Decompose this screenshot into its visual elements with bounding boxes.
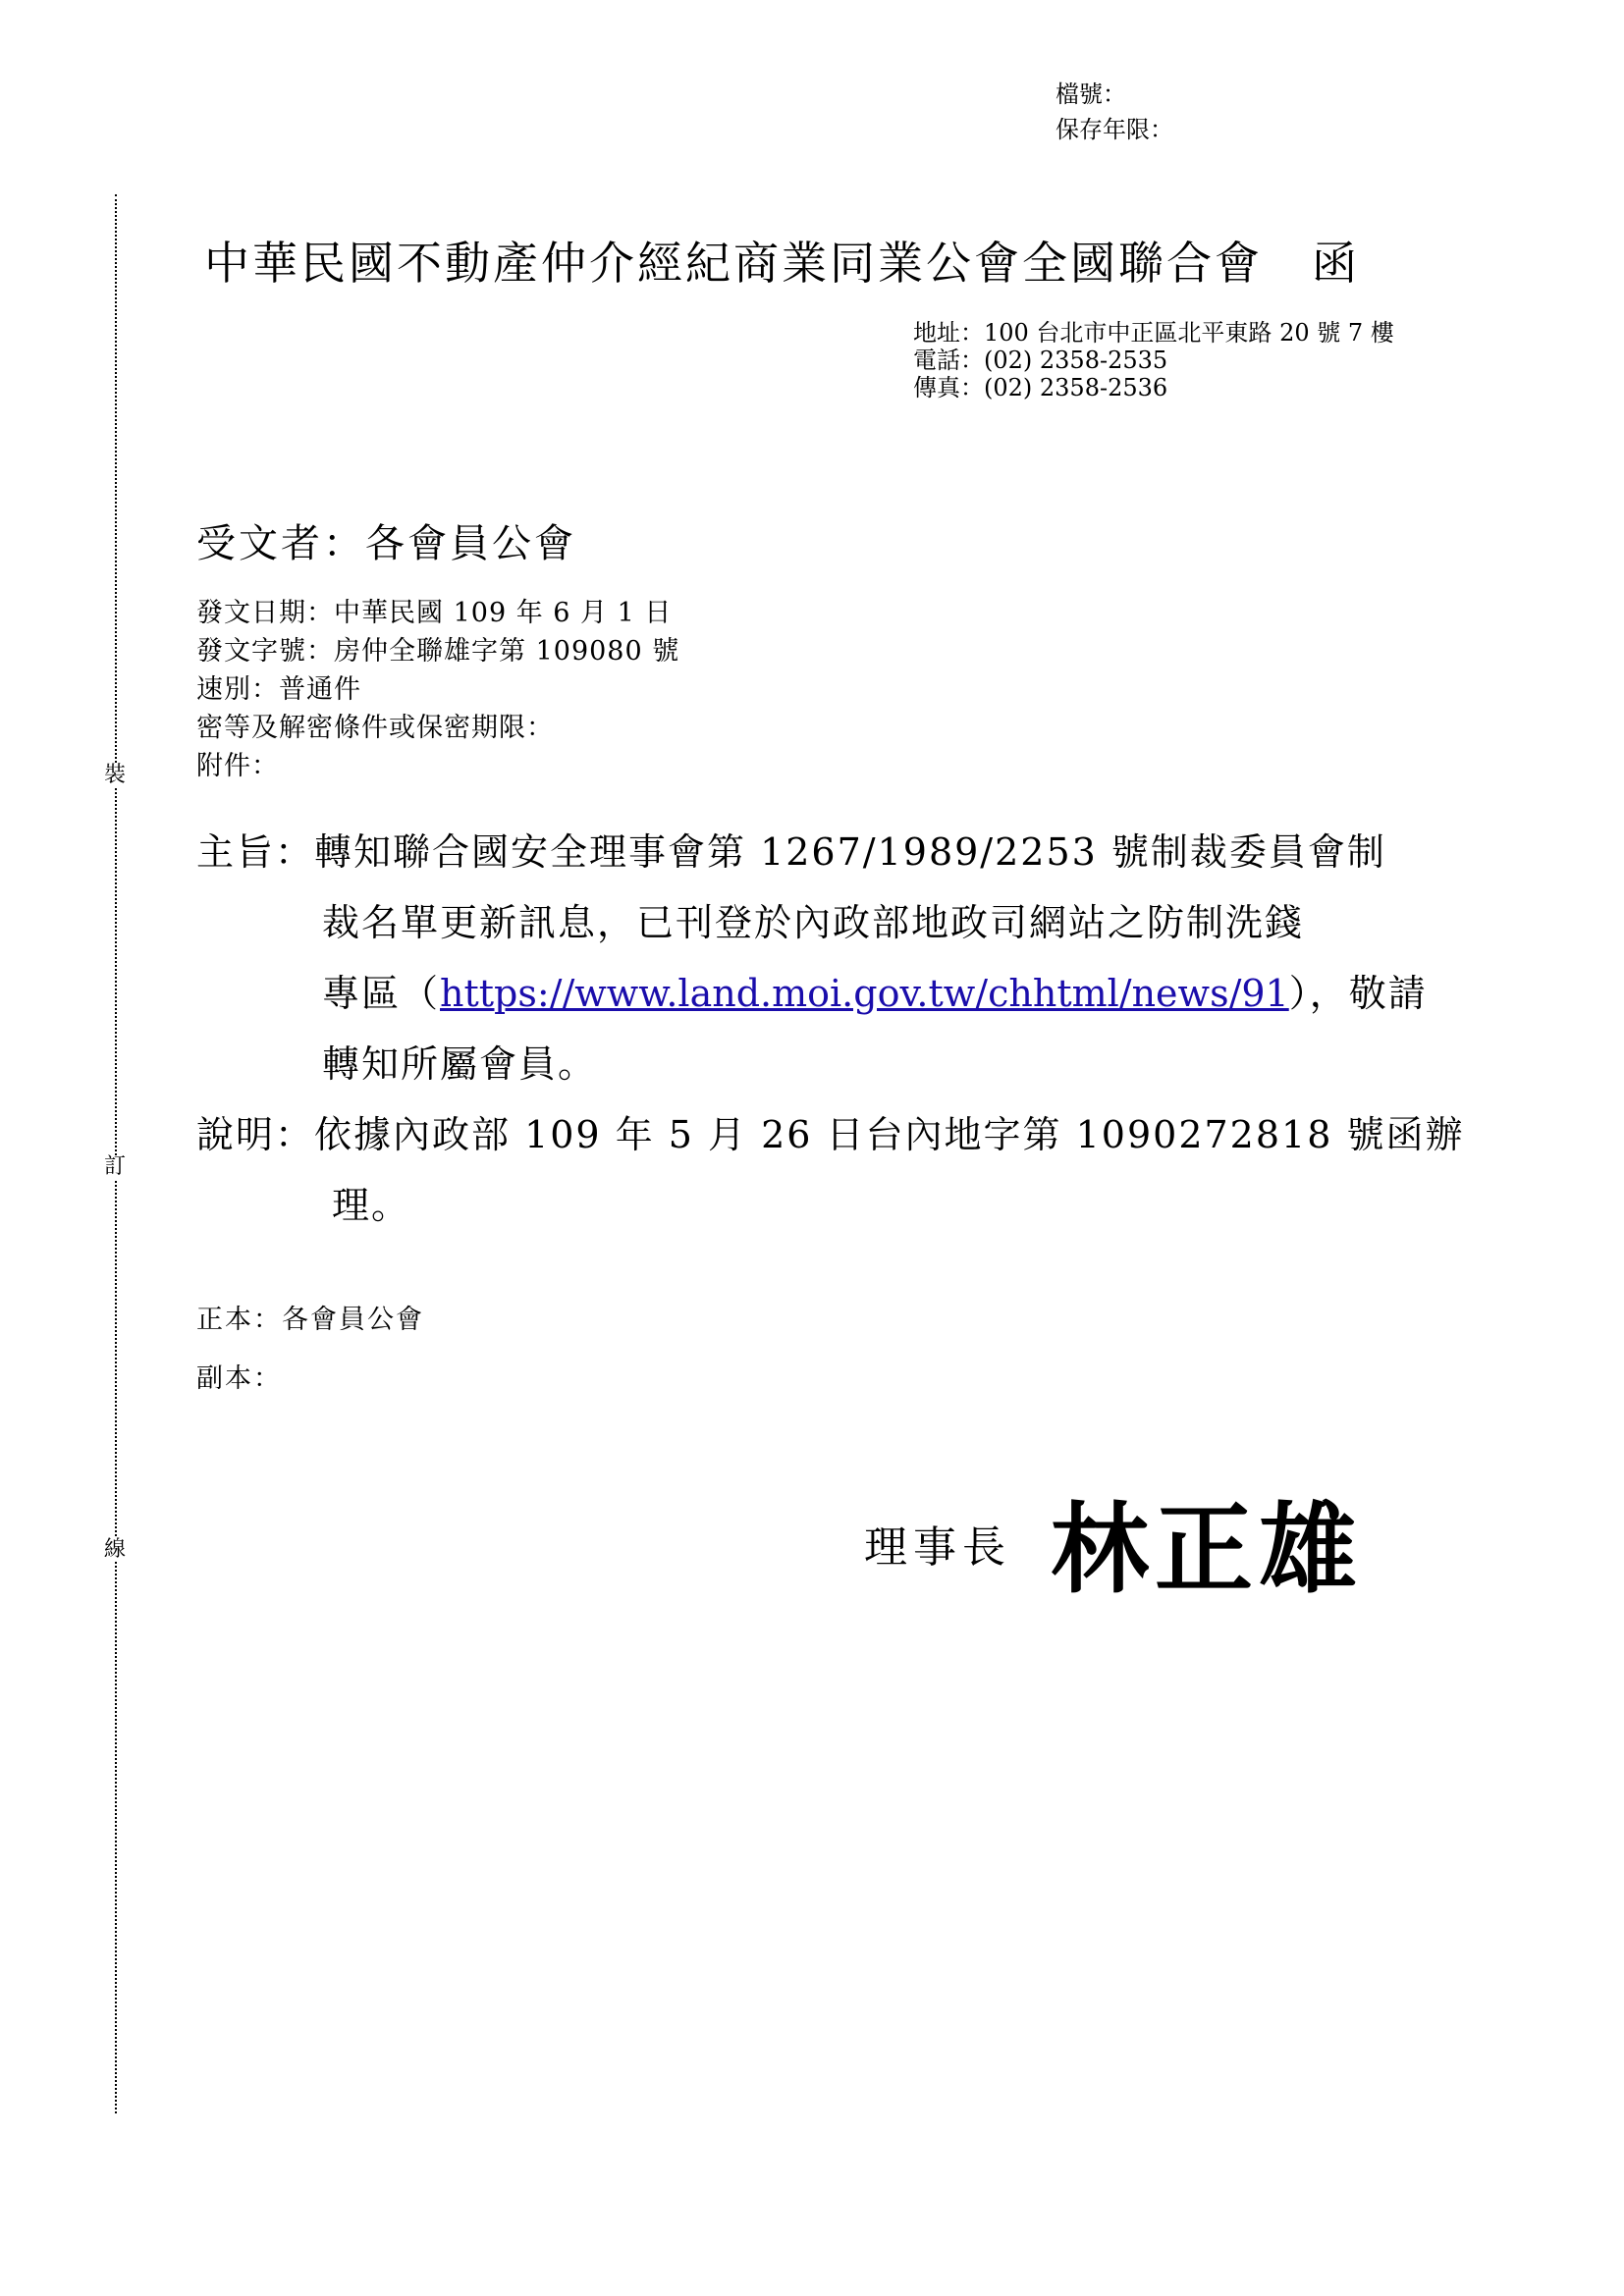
moi-news-link[interactable]: https://www.land.moi.gov.tw/chhtml/news/91	[440, 972, 1289, 1015]
fax: 傳真：(02) 2358-2536	[913, 374, 1168, 401]
subject-line-3	[196, 958, 1464, 1029]
subject-line-3-suffix: ），敬請	[1288, 972, 1428, 1015]
distribution	[196, 1291, 424, 1409]
document-body	[196, 817, 1464, 1241]
file-number-label: 檔號：	[1056, 80, 1126, 108]
binding-mark-zhuang: 裝	[104, 763, 127, 787]
phone: 電話：(02) 2358-2535	[913, 347, 1168, 374]
document-number: 發文字號：房仲全聯雄字第 109080 號	[196, 636, 680, 667]
recipient: 受文者：各會員公會	[196, 521, 576, 566]
issue-date: 發文日期：中華民國 109 年 6 月 1 日	[196, 598, 673, 628]
document-metadata	[196, 594, 679, 785]
chairman-title: 理事長	[864, 1522, 1011, 1573]
attachments: 附件：	[196, 751, 279, 781]
copy-recipients: 副本：	[196, 1363, 282, 1394]
subject-line-4: 轉知所屬會員。	[322, 1042, 598, 1086]
address: 地址：100 台北市中正區北平東路 20 號 7 樓	[913, 319, 1394, 347]
security-level: 密等及解密條件或保密期限：	[196, 713, 554, 743]
subject-line-3-prefix: 專區（	[322, 972, 441, 1015]
contact-info	[913, 319, 1394, 401]
binding-mark-xian: 線	[104, 1537, 127, 1562]
binding-mark-ding: 訂	[104, 1154, 127, 1179]
document-title	[204, 228, 1360, 293]
explanation-line-2: 理。	[332, 1184, 411, 1227]
subject-line-1: 主旨：轉知聯合國安全理事會第 1267/1989/2253 號制裁委員會制	[196, 830, 1386, 874]
file-info	[1056, 77, 1173, 147]
chairman-signature: 林正雄	[1051, 1492, 1363, 1607]
subject-line-2: 裁名單更新訊息，已刊登於內政部地政司網站之防制洗錢	[322, 901, 1305, 944]
explanation-line-1: 說明：依據內政部 109 年 5 月 26 日台內地字第 1090272818 號函辦	[196, 1113, 1465, 1156]
document-type: 函	[1312, 237, 1360, 290]
delivery-speed: 速別：普通件	[196, 674, 361, 705]
original-recipients: 正本：各會員公會	[196, 1305, 424, 1335]
organization-name: 中華民國不動產仲介經紀商業同業公會全國聯合會	[204, 237, 1263, 290]
retention-period-label: 保存年限：	[1056, 116, 1173, 143]
